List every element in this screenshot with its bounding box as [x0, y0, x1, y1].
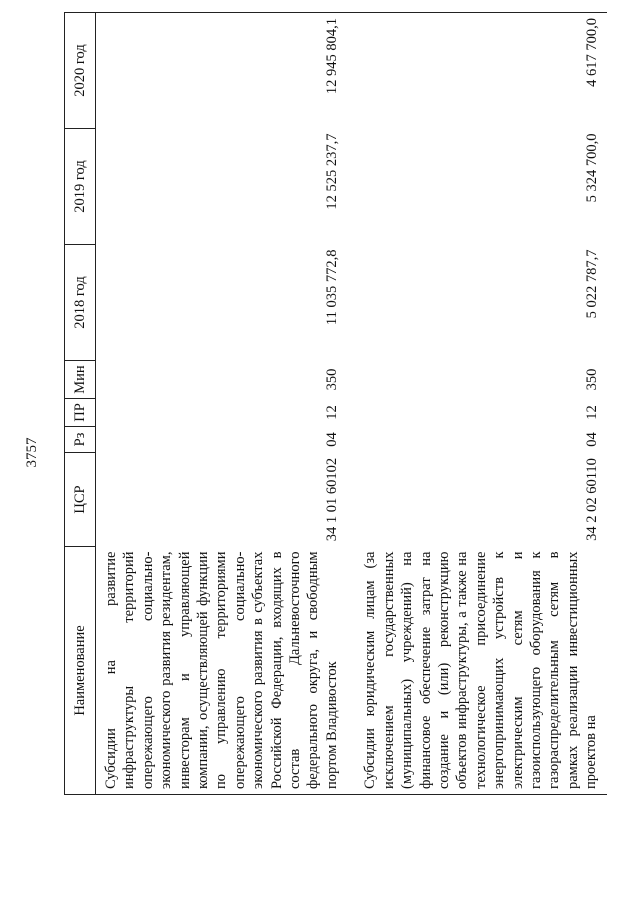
row-csr: 34 2 02 60110	[583, 458, 600, 541]
row-2020: 4 617 700,0	[355, 13, 606, 129]
header-2018: 2018 год	[65, 245, 96, 361]
row-2018: 5 022 787,7	[583, 249, 600, 319]
header-row	[65, 13, 96, 795]
header-name: Наименование	[65, 547, 96, 795]
row-min: 350	[583, 368, 600, 391]
header-rz: Рз	[65, 427, 96, 453]
table-row	[355, 13, 606, 795]
row-2019: 5 324 700,0	[583, 133, 600, 203]
page-number: 3757	[24, 437, 40, 468]
row-name: Субсидии юридическим лицам (за исключением государственных (муниципальных) учреждений) на финансовое обеспечение затрат на создание и (или) реконструкцию объектов инфраструктуры, а также на технологическое присоединение энергопринимающих устройств к электрическим сетям и газоиспользующего оборудования к газораспределительным сетям в рамках реализации инвестиционных проектов на	[355, 547, 606, 795]
header-2019: 2019 год	[65, 129, 96, 245]
row-2019: 12 525 237,7	[324, 133, 341, 210]
header-min: Мин	[65, 361, 96, 399]
row-min: 350	[324, 368, 341, 391]
budget-table	[64, 12, 607, 795]
header-2020: 2020 год	[65, 13, 96, 129]
row-pr: 12	[324, 405, 341, 420]
row-2018: 11 035 772,8	[324, 249, 341, 326]
header-pr: ПР	[65, 399, 96, 427]
header-csr: ЦСР	[65, 453, 96, 547]
row-name: Субсидии на развитие инфраструктуры территорий опережающего социально-экономического развития резидентам, инвесторам и управляющей компании, осуществляющей функции по управлению территориями опережающего социально-экономического развития в субъектах Российской Федерации, входящих в состав Дальневосточного федерального округа, и свободным портом Владивосток	[96, 547, 356, 795]
row-2020: 12 945 804,1	[96, 13, 356, 129]
row-rz: 04	[583, 432, 600, 447]
row-csr: 34 1 01 60102	[324, 457, 341, 542]
row-rz: 04	[324, 432, 341, 447]
row-pr: 12	[583, 405, 600, 420]
table-row	[96, 13, 356, 795]
